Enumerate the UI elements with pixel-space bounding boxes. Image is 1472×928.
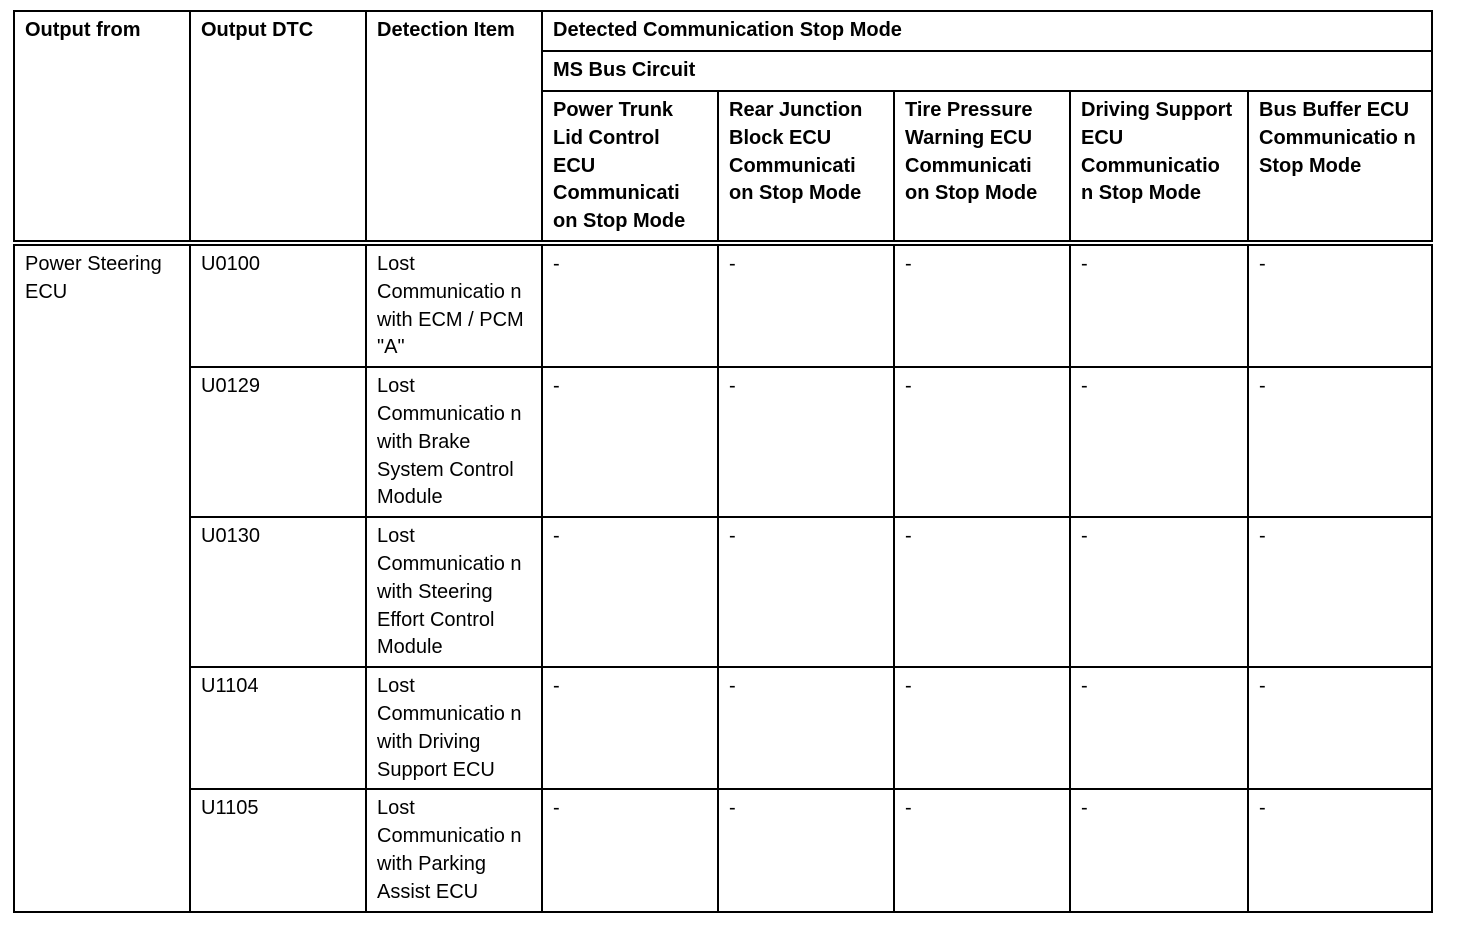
header-column: Rear Junction Block ECU Communicati on Stop Mode xyxy=(718,91,894,243)
table-row xyxy=(14,367,1432,517)
mode-value-cell: - xyxy=(542,789,718,911)
table-row xyxy=(14,667,1432,789)
mode-value-cell: - xyxy=(1248,789,1432,911)
mode-value-cell: - xyxy=(1248,367,1432,517)
mode-value-cell: - xyxy=(1070,243,1248,367)
dtc-cell: U1104 xyxy=(190,667,366,789)
header-column: Driving Support ECU Communicatio n Stop Mode xyxy=(1070,91,1248,243)
mode-value-cell: - xyxy=(542,517,718,667)
dtc-cell: U0130 xyxy=(190,517,366,667)
mode-value-cell: - xyxy=(1248,517,1432,667)
mode-value-cell: - xyxy=(718,517,894,667)
mode-value-cell: - xyxy=(718,789,894,911)
mode-value-cell: - xyxy=(894,367,1070,517)
header-output-dtc: Output DTC xyxy=(190,11,366,243)
output-from-cell: Power Steering ECU xyxy=(14,243,190,912)
mode-value-cell: - xyxy=(718,667,894,789)
dtc-cell: U1105 xyxy=(190,789,366,911)
mode-value-cell: - xyxy=(1070,517,1248,667)
mode-value-cell: - xyxy=(894,243,1070,367)
mode-value-cell: - xyxy=(894,789,1070,911)
mode-value-cell: - xyxy=(894,517,1070,667)
detection-item-cell: Lost Communicatio n with Brake System Control Module xyxy=(366,367,542,517)
mode-value-cell: - xyxy=(1070,789,1248,911)
mode-value-cell: - xyxy=(1248,667,1432,789)
mode-value-cell: - xyxy=(894,667,1070,789)
header-column: Bus Buffer ECU Communicatio n Stop Mode xyxy=(1248,91,1432,243)
table-row xyxy=(14,789,1432,911)
header-output-from: Output from xyxy=(14,11,190,243)
header-bus-circuit: MS Bus Circuit xyxy=(542,51,1432,91)
mode-value-cell: - xyxy=(1248,243,1432,367)
mode-value-cell: - xyxy=(542,367,718,517)
table-row xyxy=(14,243,1432,367)
header-column: Power Trunk Lid Control ECU Communicati on Stop Mode xyxy=(542,91,718,243)
mode-value-cell: - xyxy=(718,367,894,517)
header-column: Tire Pressure Warning ECU Communicati on Stop Mode xyxy=(894,91,1070,243)
dtc-cell: U0129 xyxy=(190,367,366,517)
dtc-cell: U0100 xyxy=(190,243,366,367)
mode-value-cell: - xyxy=(542,667,718,789)
header-detected-mode: Detected Communication Stop Mode xyxy=(542,11,1432,51)
detection-item-cell: Lost Communicatio n with ECM / PCM "A" xyxy=(366,243,542,367)
header-row-1 xyxy=(14,11,1432,51)
table-row xyxy=(14,517,1432,667)
mode-value-cell: - xyxy=(542,243,718,367)
detection-item-cell: Lost Communicatio n with Parking Assist ECU xyxy=(366,789,542,911)
detection-item-cell: Lost Communicatio n with Steering Effort Control Module xyxy=(366,517,542,667)
mode-value-cell: - xyxy=(1070,667,1248,789)
mode-value-cell: - xyxy=(1070,367,1248,517)
header-detection-item: Detection Item xyxy=(366,11,542,243)
detection-item-cell: Lost Communicatio n with Driving Support ECU xyxy=(366,667,542,789)
dtc-table xyxy=(13,10,1433,913)
mode-value-cell: - xyxy=(718,243,894,367)
